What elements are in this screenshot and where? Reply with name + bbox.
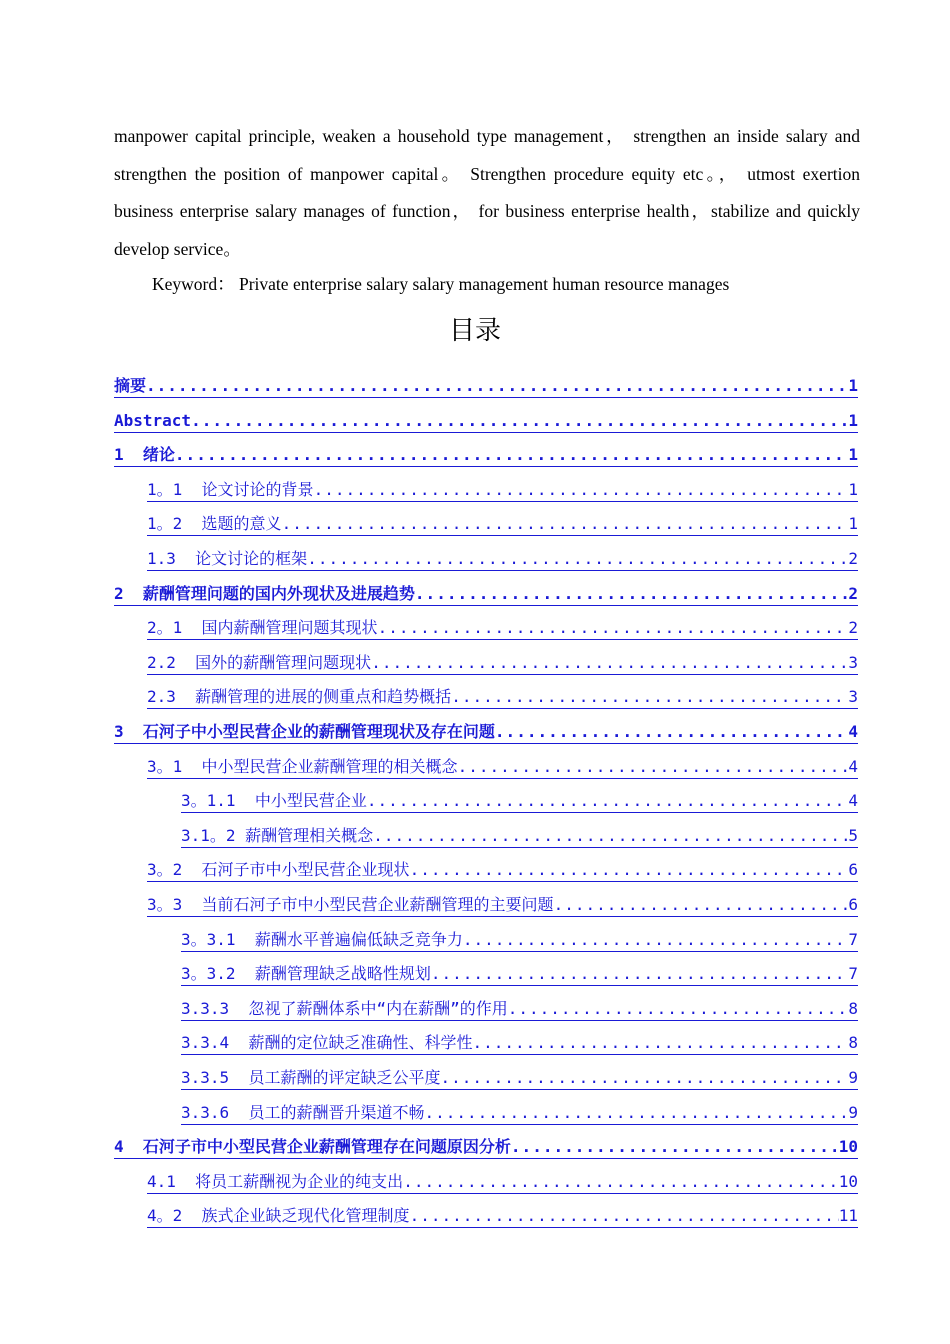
toc-dot-leader — [495, 722, 848, 742]
toc-entry-label: 薪酬管理的进展的侧重点和趋势概括 — [195, 687, 452, 707]
toc-entry[interactable] — [181, 1058, 858, 1090]
toc-title: 目录 — [448, 316, 501, 346]
toc-entry-label: 石河子中小型民营企业的薪酬管理现状及存在问题 — [142, 722, 495, 741]
toc-dot-leader — [424, 1103, 848, 1123]
toc-dot-leader — [282, 514, 849, 534]
toc-dot-leader — [403, 1172, 839, 1192]
toc-dot-leader — [410, 1206, 839, 1226]
toc-entry[interactable] — [147, 850, 858, 882]
toc-entry[interactable] — [181, 989, 858, 1021]
toc-entry-number: 3。3.2 — [181, 964, 255, 984]
toc-entry[interactable] — [147, 504, 858, 536]
toc-entry[interactable] — [114, 435, 858, 467]
toc-dot-leader — [373, 826, 848, 846]
toc-entry-number: 1 — [114, 445, 143, 465]
toc-entry-page: 7 — [848, 929, 858, 949]
toc-entry-page: 1 — [848, 514, 858, 534]
toc-entry[interactable] — [147, 608, 858, 640]
toc-entry-number: 4.1 — [147, 1171, 196, 1191]
toc-entry[interactable] — [147, 747, 858, 779]
toc-entry[interactable] — [114, 366, 858, 398]
toc-entry[interactable] — [147, 643, 858, 675]
toc-entry-label: 石河子市中小型民营企业薪酬管理存在问题原因分析 — [142, 1137, 511, 1157]
toc-entry[interactable] — [147, 539, 858, 571]
toc-entry-number: 1。1 — [147, 479, 202, 499]
toc-entry-label: 忽视了薪酬体系中“内在薪酬”的作用 — [248, 998, 508, 1018]
toc-entry-label: 绪论 — [142, 445, 175, 465]
toc-entry-page: 10 — [838, 1171, 858, 1191]
toc-entry-label: 薪酬的定位缺乏准确性、科学性 — [248, 1033, 473, 1053]
toc-entry-number: 1。2 — [147, 514, 202, 534]
toc-entry-number: 3.3.4 — [181, 1033, 249, 1053]
toc-entry-label: 国外的薪酬管理问题现状 — [195, 652, 372, 672]
toc-entry-number: 2.3 — [147, 687, 196, 707]
toc-entry-page: 9 — [848, 1102, 858, 1122]
toc-entry[interactable] — [114, 574, 858, 606]
toc-entry[interactable] — [114, 401, 858, 433]
toc-entry-page: 6 — [848, 860, 858, 880]
toc-dot-leader — [431, 964, 849, 984]
toc-entry-page: 2 — [848, 583, 858, 603]
toc-entry-label: 薪酬管理缺乏战略性规划 — [254, 964, 431, 984]
toc-entry[interactable] — [114, 712, 858, 744]
toc-dot-leader — [191, 411, 848, 431]
toc-dot-leader — [146, 376, 848, 396]
toc-entry-label: 族式企业缺乏现代化管理制度 — [201, 1206, 410, 1226]
toc-entry[interactable] — [147, 885, 858, 917]
toc-entry-page: 4 — [848, 791, 858, 811]
toc-entry-number: 3。1.1 — [181, 791, 255, 811]
toc-entry-page: 1 — [848, 479, 858, 499]
toc-entry-number: 3.3.3 — [181, 998, 249, 1018]
toc-dot-leader — [371, 653, 848, 673]
toc-entry-number: 3。3.1 — [181, 929, 255, 949]
abstract-text: manpower capital principle, weaken a household type management， strengthen an inside salary and strengthen the position of manpower capital。 Strengthen procedure equity etc。， utmost exertion business enterprise salary manages of function， for business enterprise health，stabilize and quickly develop service。 — [114, 126, 860, 259]
toc-dot-leader — [554, 895, 849, 915]
toc-entry-number: 2。1 — [147, 618, 202, 638]
toc-dot-leader — [415, 584, 848, 604]
toc-entry-page: 7 — [848, 964, 858, 984]
toc-entry-label: 论文讨论的框架 — [195, 549, 308, 568]
toc-entry-label: 员工薪酬的评定缺乏公平度 — [248, 1068, 441, 1087]
toc-entry[interactable] — [114, 1127, 858, 1159]
toc-dot-leader — [378, 618, 849, 638]
toc-entry-page: 10 — [838, 1137, 858, 1157]
toc-dot-leader — [410, 860, 849, 880]
toc-dot-leader — [508, 999, 849, 1019]
abstract-paragraph — [114, 118, 860, 268]
toc-entry[interactable] — [181, 781, 858, 813]
toc-entry-label: Abstract — [114, 410, 192, 430]
toc-dot-leader — [175, 445, 848, 465]
toc-entry-page: 11 — [838, 1206, 858, 1226]
toc-dot-leader — [458, 757, 849, 777]
toc-entry[interactable] — [147, 677, 858, 709]
toc-entry[interactable] — [181, 954, 858, 986]
toc-entry-page: 6 — [848, 895, 858, 914]
toc-entry[interactable] — [181, 920, 858, 952]
toc-entry-label: 中小型民营企业薪酬管理的相关概念 — [201, 756, 458, 776]
toc-entry-page: 2 — [848, 549, 858, 568]
toc-entry-page: 5 — [848, 825, 858, 845]
toc-entry-number: 3.1。2 — [181, 825, 246, 845]
toc-entry-page: 8 — [848, 1033, 858, 1053]
toc-entry[interactable] — [181, 1023, 858, 1055]
toc-entry-number: 3。3 — [147, 895, 202, 914]
toc-entry-number: 1.3 — [147, 549, 196, 568]
toc-entry-page: 1 — [848, 410, 858, 430]
toc-entry-page: 8 — [848, 998, 858, 1018]
toc-dot-leader — [367, 791, 849, 811]
toc-dot-leader — [307, 549, 848, 569]
toc-entry-number: 3.3.5 — [181, 1068, 249, 1087]
toc-entry-label: 员工的薪酬晋升渠道不畅 — [248, 1102, 425, 1122]
toc-entry-label: 当前石河子市中小型民营企业薪酬管理的主要问题 — [201, 895, 554, 914]
toc-dot-leader — [463, 930, 849, 950]
toc-entry-number: 3。2 — [147, 860, 202, 880]
toc-entry[interactable] — [147, 470, 858, 502]
toc-entry-page: 1 — [848, 445, 858, 465]
toc-entry-label: 薪酬管理问题的国内外现状及进展趋势 — [142, 583, 415, 603]
toc-entry[interactable] — [181, 816, 858, 848]
toc-entry[interactable] — [147, 1196, 858, 1228]
toc-entry-page: 9 — [848, 1068, 858, 1087]
toc-entry-number: 4 — [114, 1137, 143, 1157]
toc-entry-number: 2.2 — [147, 652, 196, 672]
toc-entry-label: 薪酬管理相关概念 — [245, 825, 374, 845]
toc-entry-page: 1 — [848, 376, 858, 395]
toc-entry-label: 薪酬水平普遍偏低缺乏竞争力 — [254, 929, 463, 949]
keyword-line: Keyword： Private enterprise salary salary management human resource manages — [152, 274, 730, 294]
toc-entry-number: 3 — [114, 722, 143, 741]
toc-entry-page: 4 — [848, 756, 858, 776]
toc-dot-leader — [472, 1033, 848, 1053]
toc-entry-page: 3 — [848, 687, 858, 707]
toc-entry-label: 论文讨论的背景 — [201, 479, 314, 499]
toc-entry-number: 3.3.6 — [181, 1102, 249, 1122]
toc-entry-label: 国内薪酬管理问题其现状 — [201, 618, 378, 638]
toc-entry-label: 石河子市中小型民营企业现状 — [201, 860, 410, 880]
toc-entry-number: 2 — [114, 583, 143, 603]
toc-entry-page: 2 — [848, 618, 858, 638]
toc-entry[interactable] — [181, 1093, 858, 1125]
toc-entry[interactable] — [147, 1162, 858, 1194]
toc-entry-number: 4。2 — [147, 1206, 202, 1226]
toc-dot-leader — [440, 1068, 848, 1088]
toc-dot-leader — [511, 1137, 839, 1157]
toc-entry-label: 摘要 — [114, 376, 147, 395]
toc-entry-label: 选题的意义 — [201, 514, 282, 534]
toc-entry-label: 将员工薪酬视为企业的纯支出 — [195, 1171, 404, 1191]
toc-dot-leader — [314, 480, 849, 500]
toc-entry-label: 中小型民营企业 — [254, 791, 367, 811]
toc-entry-page: 3 — [848, 652, 858, 672]
toc-entry-number: 3。1 — [147, 756, 202, 776]
toc-dot-leader — [451, 687, 848, 707]
toc-entry-page: 4 — [848, 722, 858, 741]
